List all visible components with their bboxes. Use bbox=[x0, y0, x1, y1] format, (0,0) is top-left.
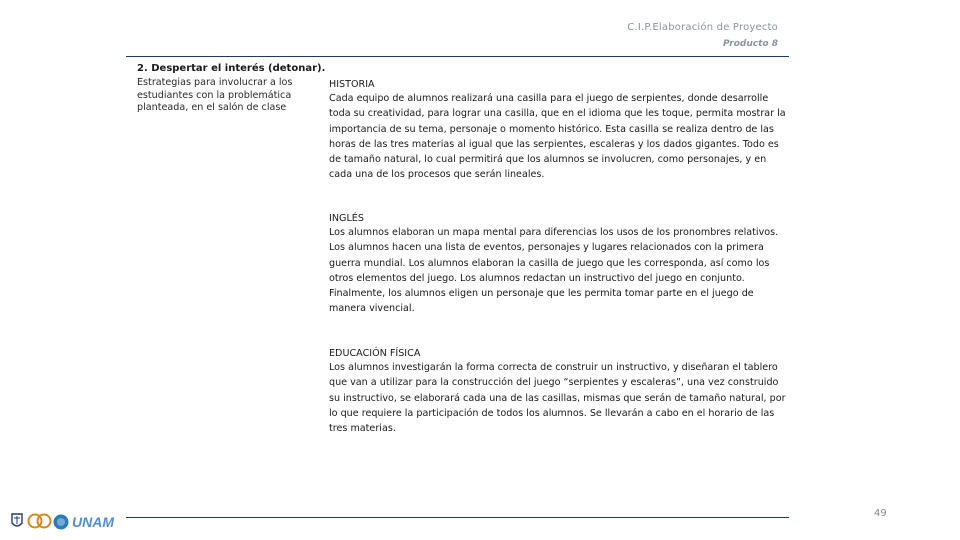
header-divider bbox=[126, 56, 789, 57]
anniversary-logo bbox=[29, 515, 51, 528]
subject-block-educacion-fisica bbox=[329, 347, 791, 436]
subject-text: Los alumnos investigarán la forma correcta de construir un instructivo, y diseñaran el tablero que van a utilizar para la construcción del juego “serpientes y escaleras”, una vez construido su instructivo, se elaborará cada una de las casillas, mismas que serán de tamaño natural, por lo que requiere la participación de todos los alumnos. Se llevarán a cabo en el horario de las tres materias. bbox=[329, 362, 786, 435]
document-product-label: Producto 8 bbox=[722, 39, 778, 49]
document-header-title: C.I.P.Elaboración de Proyecto bbox=[627, 22, 778, 33]
institution-logos bbox=[8, 510, 114, 532]
subject-heading: EDUCACIÓN FÍSICA bbox=[329, 348, 421, 359]
subject-heading: HISTORIA bbox=[329, 79, 375, 90]
page-number: 49 bbox=[874, 508, 887, 519]
badge-logo bbox=[54, 515, 69, 530]
subject-block-ingles bbox=[329, 212, 791, 317]
subject-text: Cada equipo de alumnos realizará una casilla para el juego de serpientes, donde desarrolle toda su creatividad, para lograr una casilla, que en el idioma que les toque, permita mostrar la importancia de su tema, personaje o momento histórico. Esta casilla se realiza dentro de las horas de las tres materias al igual que las serpientes, escaleras y los dados gigantes. Todo es de tamaño natural, lo cual permitirá que los alumnos se involucren, como personajes, y en cada una de los procesos que serán lineales. bbox=[329, 93, 786, 181]
section-title: 2. Despertar el interés (detonar). bbox=[137, 63, 326, 74]
section-subtitle: Estrategias para involucrar a los estudiantes con la problemática planteada, en el salón de clase bbox=[137, 77, 293, 113]
crest-logo bbox=[12, 514, 22, 526]
subject-heading: INGLÉS bbox=[329, 213, 364, 224]
unam-logo-text: UNAM bbox=[72, 514, 114, 530]
subject-text: Los alumnos elaboran un mapa mental para diferencias los usos de los pronombres relativos. Los alumnos hacen una lista de eventos, personajes y lugares relacionados con la primera guerra mundial. Los alumnos elaboran la casilla de juego que les corresponda, así como los otros elementos del juego. Los alumnos redactan un instructivo del juego en conjunto. Finalmente, los alumnos eligen un personaje que les permita tomar parte en el juego de manera vivencial. bbox=[329, 227, 779, 315]
footer-divider bbox=[126, 517, 789, 518]
subject-block-historia bbox=[329, 78, 791, 183]
